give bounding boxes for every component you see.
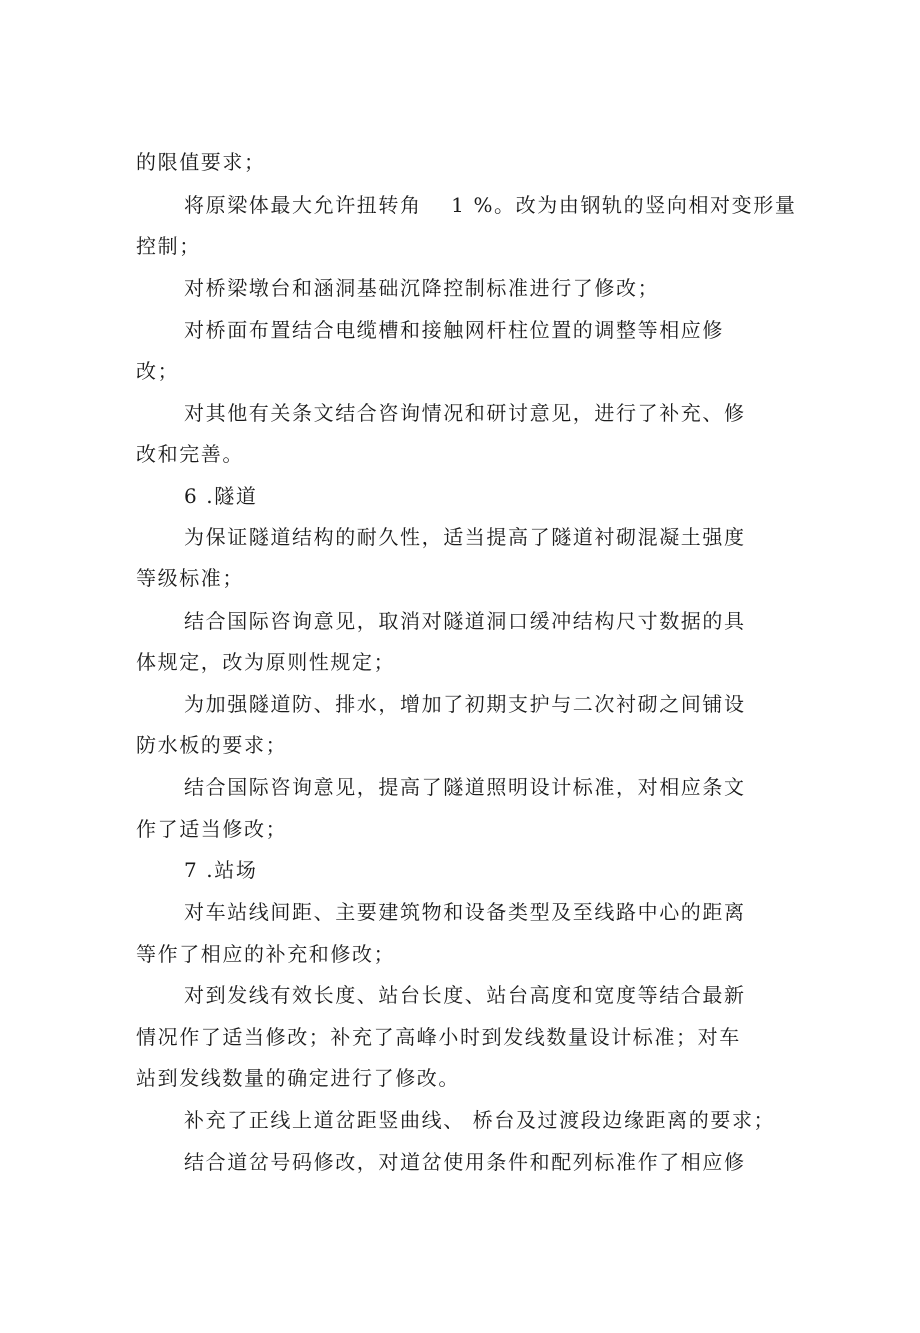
text-line: 等作了相应的补充和修改； (136, 942, 396, 966)
section-heading-station: 7 .站场 (184, 858, 258, 882)
text-line: 情况作了适当修改；补充了高峰小时到发线数量设计标准；对车 (136, 1025, 741, 1049)
text-line: 等级标准； (136, 566, 244, 590)
text-line: 结合国际咨询意见，提高了隧道照明设计标准，对相应条文 (184, 775, 746, 799)
text-line: 控制； (136, 234, 201, 258)
text-line: 对车站线间距、主要建筑物和设备类型及至线路中心的距离 (184, 900, 746, 924)
text-line: 的限值要求； (136, 150, 266, 174)
text-line: 作了适当修改； (136, 817, 288, 841)
text-line: 将原梁体最大允许扭转角 1 %。改为由钢轨的竖向相对变形量 (184, 193, 797, 217)
text-line: 为加强隧道防、排水，增加了初期支护与二次衬砌之间铺设 (184, 692, 746, 716)
text-line: 改和完善。 (136, 442, 244, 466)
text-line: 体规定，改为原则性规定； (136, 650, 396, 674)
section-heading-tunnel: 6 .隧道 (184, 484, 258, 508)
text-line: 改； (136, 359, 180, 383)
text-line: 站到发线数量的确定进行了修改。 (136, 1066, 460, 1090)
text-line: 为保证隧道结构的耐久性，适当提高了隧道衬砌混凝土强度 (184, 525, 746, 549)
text-line: 对桥梁墩台和涵洞基础沉降控制标准进行了修改； (184, 276, 660, 300)
text-line: 结合国际咨询意见，取消对隧道洞口缓冲结构尺寸数据的具 (184, 609, 746, 633)
text-line: 结合道岔号码修改，对道岔使用条件和配列标准作了相应修 (184, 1150, 746, 1174)
text-line: 对桥面布置结合电缆槽和接触网杆柱位置的调整等相应修 (184, 318, 724, 342)
text-line: 对其他有关条文结合咨询情况和研讨意见，进行了补充、修 (184, 401, 746, 425)
text-line: 防水板的要求； (136, 733, 288, 757)
text-line: 对到发线有效长度、站台长度、站台高度和宽度等结合最新 (184, 983, 746, 1007)
text-line: 补充了正线上道岔距竖曲线、 桥台及过渡段边缘距离的要求； (184, 1108, 776, 1132)
